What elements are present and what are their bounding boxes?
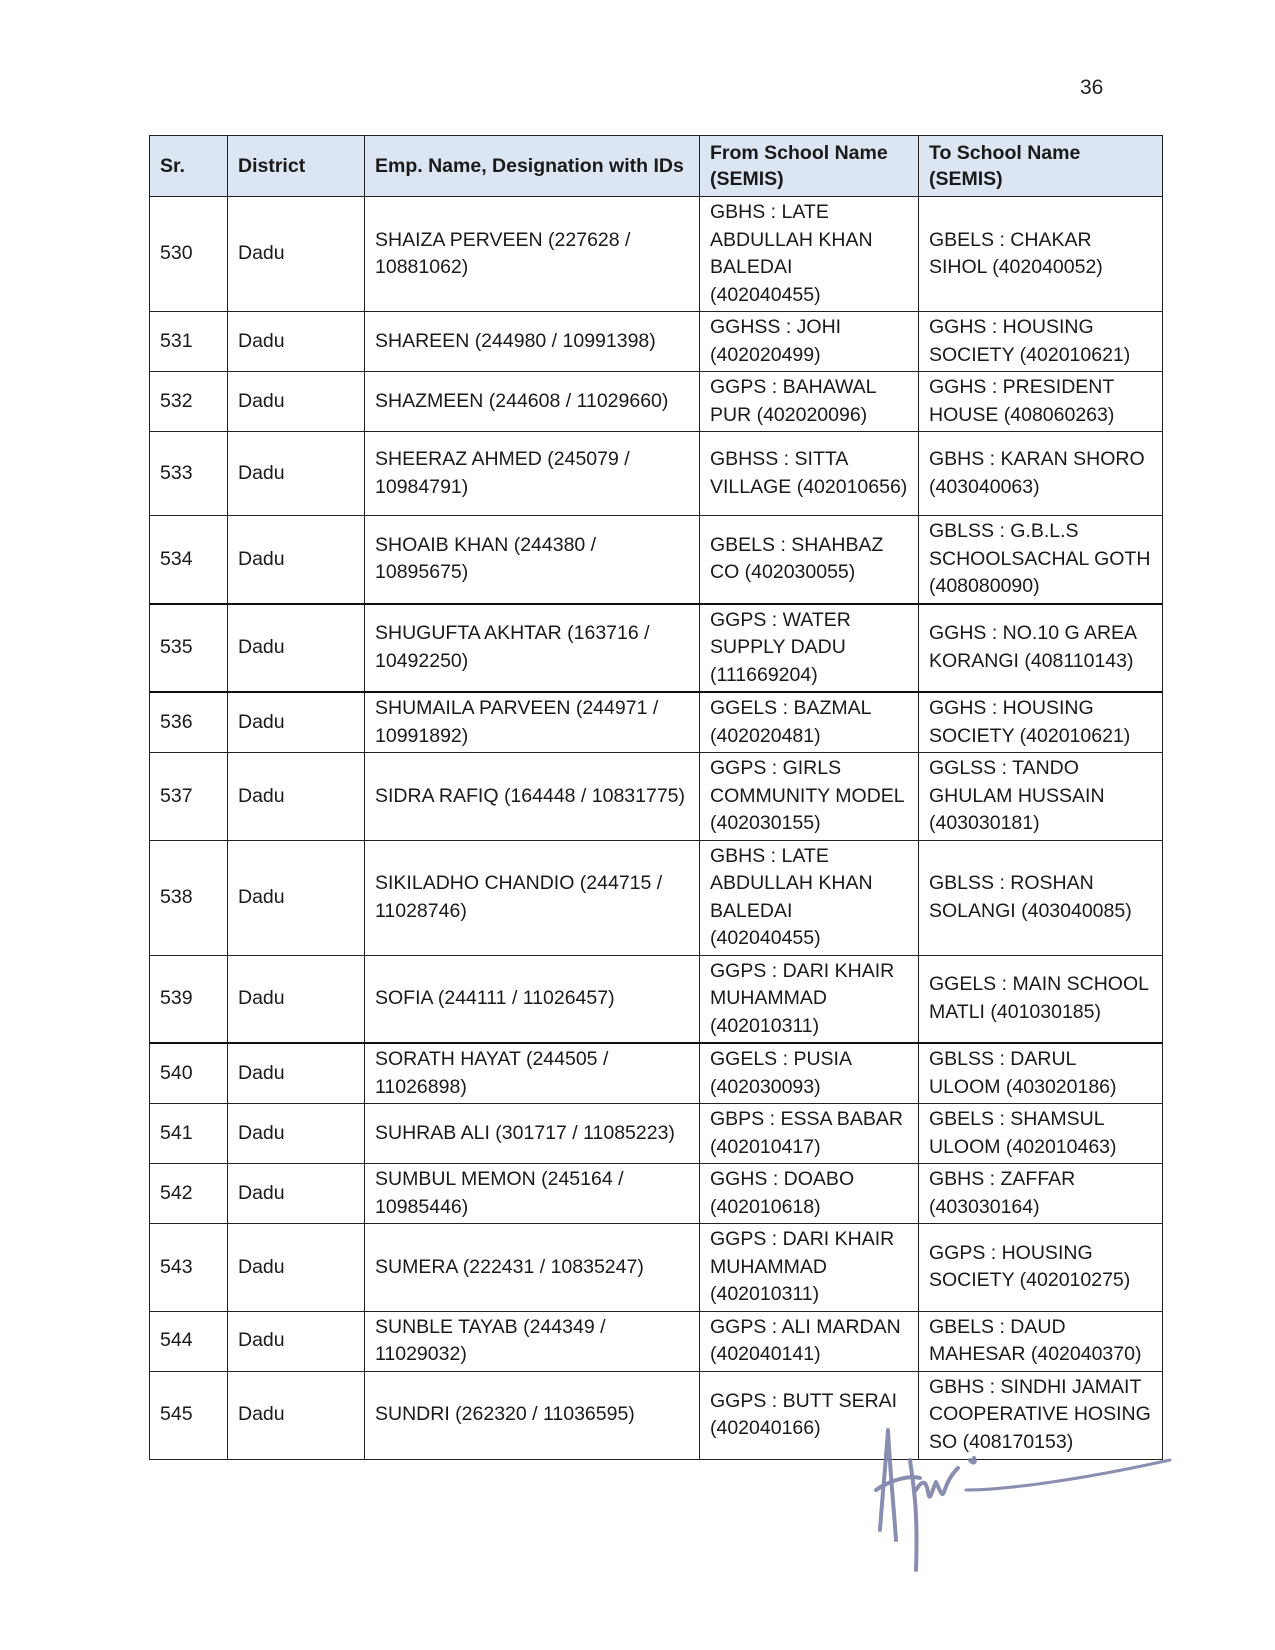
cell-sr: 538: [150, 840, 228, 955]
cell-to-school: GGLSS : TANDO GHULAM HUSSAIN (403030181): [919, 753, 1163, 841]
cell-from-school: GGHS : DOABO (402010618): [700, 1164, 919, 1224]
table-row: [150, 1164, 1163, 1224]
table-row: [150, 840, 1163, 955]
cell-sr: 540: [150, 1043, 228, 1104]
cell-employee: SUNDRI (262320 / 11036595): [365, 1371, 700, 1459]
cell-to-school: GBHS : KARAN SHORO (403040063): [919, 432, 1163, 516]
cell-to-school: GBHS : ZAFFAR (403030164): [919, 1164, 1163, 1224]
cell-to-school: GBHS : SINDHI JAMAIT COOPERATIVE HOSING SO (408170153): [919, 1371, 1163, 1459]
header-district: District: [228, 136, 365, 197]
table-row: [150, 1043, 1163, 1104]
cell-to-school: GBLSS : G.B.L.S SCHOOLSACHAL GOTH (408080090): [919, 516, 1163, 604]
cell-to-school: GGHS : HOUSING SOCIETY (402010621): [919, 312, 1163, 372]
cell-sr: 531: [150, 312, 228, 372]
cell-district: Dadu: [228, 840, 365, 955]
table-row: [150, 1311, 1163, 1371]
table-row: [150, 372, 1163, 432]
table-row: [150, 197, 1163, 312]
cell-sr: 530: [150, 197, 228, 312]
cell-district: Dadu: [228, 1371, 365, 1459]
cell-employee: SHAREEN (244980 / 10991398): [365, 312, 700, 372]
header-from-school: From School Name (SEMIS): [700, 136, 919, 197]
cell-district: Dadu: [228, 516, 365, 604]
table-row: [150, 692, 1163, 753]
header-row: [150, 136, 1163, 197]
cell-from-school: GGPS : GIRLS COMMUNITY MODEL (402030155): [700, 753, 919, 841]
cell-employee: SHUMAILA PARVEEN (244971 / 10991892): [365, 692, 700, 753]
cell-to-school: GBELS : DAUD MAHESAR (402040370): [919, 1311, 1163, 1371]
cell-district: Dadu: [228, 432, 365, 516]
cell-to-school: GBLSS : ROSHAN SOLANGI (403040085): [919, 840, 1163, 955]
table-header: [150, 136, 1163, 197]
cell-district: Dadu: [228, 1164, 365, 1224]
cell-to-school: GBLSS : DARUL ULOOM (403020186): [919, 1043, 1163, 1104]
cell-employee: SHUGUFTA AKHTAR (163716 / 10492250): [365, 604, 700, 693]
cell-from-school: GBHS : LATE ABDULLAH KHAN BALEDAI (402040455): [700, 197, 919, 312]
cell-from-school: GBELS : SHAHBAZ CO (402030055): [700, 516, 919, 604]
table-body: [150, 197, 1163, 1460]
cell-sr: 535: [150, 604, 228, 693]
cell-to-school: GGHS : PRESIDENT HOUSE (408060263): [919, 372, 1163, 432]
cell-sr: 542: [150, 1164, 228, 1224]
cell-district: Dadu: [228, 1104, 365, 1164]
cell-to-school: GGPS : HOUSING SOCIETY (402010275): [919, 1224, 1163, 1312]
cell-from-school: GBPS : ESSA BABAR (402010417): [700, 1104, 919, 1164]
table-row: [150, 753, 1163, 841]
table-row: [150, 604, 1163, 693]
cell-employee: SUHRAB ALI (301717 / 11085223): [365, 1104, 700, 1164]
cell-sr: 532: [150, 372, 228, 432]
table-row: [150, 1104, 1163, 1164]
cell-sr: 541: [150, 1104, 228, 1164]
header-to-school: To School Name (SEMIS): [919, 136, 1163, 197]
cell-sr: 534: [150, 516, 228, 604]
cell-from-school: GGPS : WATER SUPPLY DADU (111669204): [700, 604, 919, 693]
cell-to-school: GBELS : SHAMSUL ULOOM (402010463): [919, 1104, 1163, 1164]
cell-district: Dadu: [228, 604, 365, 693]
cell-employee: SUNBLE TAYAB (244349 / 11029032): [365, 1311, 700, 1371]
cell-employee: SHEERAZ AHMED (245079 / 10984791): [365, 432, 700, 516]
table-row: [150, 432, 1163, 516]
cell-employee: SHAZMEEN (244608 / 11029660): [365, 372, 700, 432]
signature-stroke: [970, 1458, 975, 1463]
table-row: [150, 955, 1163, 1043]
cell-from-school: GBHSS : SITTA VILLAGE (402010656): [700, 432, 919, 516]
cell-sr: 537: [150, 753, 228, 841]
cell-employee: SIKILADHO CHANDIO (244715 / 11028746): [365, 840, 700, 955]
cell-employee: SIDRA RAFIQ (164448 / 10831775): [365, 753, 700, 841]
cell-from-school: GGPS : ALI MARDAN (402040141): [700, 1311, 919, 1371]
cell-sr: 536: [150, 692, 228, 753]
cell-district: Dadu: [228, 692, 365, 753]
cell-from-school: GBHS : LATE ABDULLAH KHAN BALEDAI (402040455): [700, 840, 919, 955]
cell-from-school: GGPS : DARI KHAIR MUHAMMAD (402010311): [700, 955, 919, 1043]
cell-district: Dadu: [228, 1043, 365, 1104]
cell-employee: SHOAIB KHAN (244380 / 10895675): [365, 516, 700, 604]
cell-from-school: GGHSS : JOHI (402020499): [700, 312, 919, 372]
table-row: [150, 312, 1163, 372]
page-number: 36: [1080, 76, 1104, 99]
signature-stroke: [966, 1460, 1170, 1490]
cell-district: Dadu: [228, 372, 365, 432]
cell-employee: SHAIZA PERVEEN (227628 / 10881062): [365, 197, 700, 312]
signature: [870, 1420, 1190, 1580]
cell-from-school: GGPS : BAHAWAL PUR (402020096): [700, 372, 919, 432]
cell-sr: 543: [150, 1224, 228, 1312]
table-row: [150, 1224, 1163, 1312]
cell-from-school: GGELS : PUSIA (402030093): [700, 1043, 919, 1104]
header-sr: Sr.: [150, 136, 228, 197]
cell-employee: SUMERA (222431 / 10835247): [365, 1224, 700, 1312]
cell-sr: 539: [150, 955, 228, 1043]
cell-to-school: GGHS : NO.10 G AREA KORANGI (408110143): [919, 604, 1163, 693]
cell-district: Dadu: [228, 753, 365, 841]
cell-from-school: GGELS : BAZMAL (402020481): [700, 692, 919, 753]
cell-to-school: GGELS : MAIN SCHOOL MATLI (401030185): [919, 955, 1163, 1043]
cell-sr: 544: [150, 1311, 228, 1371]
transfer-table: [149, 135, 1163, 1460]
cell-district: Dadu: [228, 197, 365, 312]
cell-sr: 533: [150, 432, 228, 516]
cell-from-school: GGPS : BUTT SERAI (402040166): [700, 1371, 919, 1459]
table-row: [150, 516, 1163, 604]
cell-employee: SOFIA (244111 / 11026457): [365, 955, 700, 1043]
cell-from-school: GGPS : DARI KHAIR MUHAMMAD (402010311): [700, 1224, 919, 1312]
header-employee: Emp. Name, Designation with IDs: [365, 136, 700, 197]
cell-district: Dadu: [228, 1224, 365, 1312]
cell-employee: SUMBUL MEMON (245164 / 10985446): [365, 1164, 700, 1224]
cell-district: Dadu: [228, 955, 365, 1043]
cell-employee: SORATH HAYAT (244505 / 11026898): [365, 1043, 700, 1104]
cell-district: Dadu: [228, 312, 365, 372]
cell-district: Dadu: [228, 1311, 365, 1371]
cell-to-school: GGHS : HOUSING SOCIETY (402010621): [919, 692, 1163, 753]
cell-to-school: GBELS : CHAKAR SIHOL (402040052): [919, 197, 1163, 312]
cell-sr: 545: [150, 1371, 228, 1459]
